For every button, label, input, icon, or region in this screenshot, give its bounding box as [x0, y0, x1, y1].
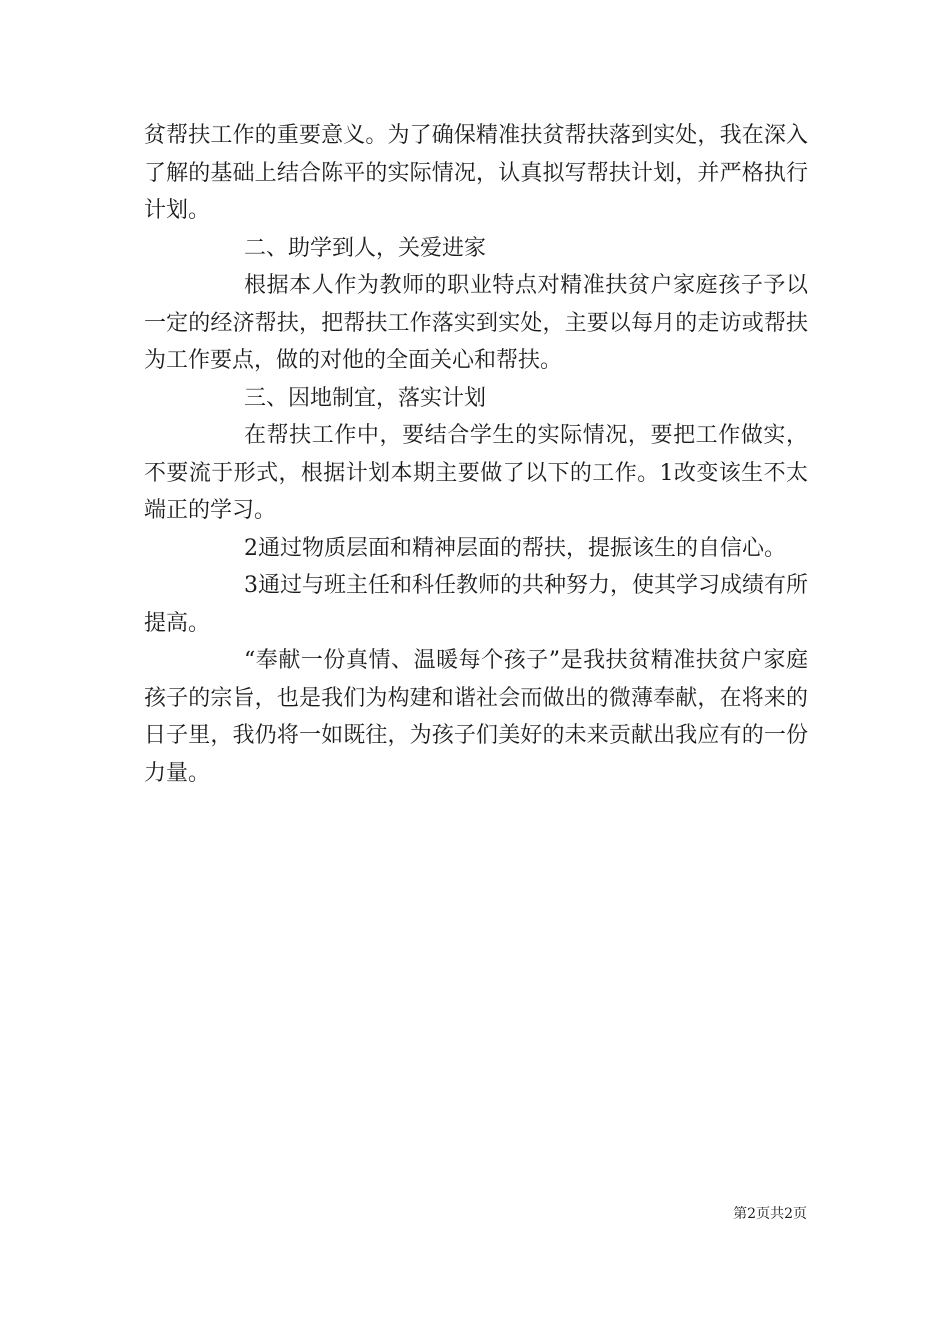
- paragraph-5: 在帮扶工作中，要结合学生的实际情况，要把工作做实，不要流于形式，根据计划本期主要做了以下的工作。1改变该生不太端正的学习。: [144, 423, 808, 523]
- paragraph-3: 根据本人作为教师的职业特点对精准扶贫户家庭孩子予以一定的经济帮扶，把帮扶工作落实到实处，主要以每月的走访或帮扶为工作要点，做的对他的全面关心和帮扶。: [144, 273, 808, 373]
- paragraph-6: 2通过物质层面和精神层面的帮扶，提振该生的自信心。: [244, 535, 786, 561]
- document-body: [144, 117, 808, 792]
- section-heading-3: 三、因地制宜，落实计划: [244, 385, 487, 411]
- paragraph-7: 3通过与班主任和科任教师的共种努力，使其学习成绩有所提高。: [144, 573, 808, 636]
- section-heading-2: 二、助学到人，关爱进家: [244, 235, 487, 261]
- paragraph-1: 贫帮扶工作的重要意义。为了确保精准扶贫帮扶落到实处，我在深入了解的基础上结合陈平的实际情况，认真拟写帮扶计划，并严格执行计划。: [144, 123, 808, 223]
- paragraph-8: “奉献一份真情、温暖每个孩子”是我扶贫精准扶贫户家庭孩子的宗旨，也是我们为构建和谐社会而做出的微薄奉献，在将来的日子里，我仍将一如既往，为孩子们美好的未来贡献出我应有的一份力量。: [144, 648, 808, 786]
- page-number-footer: 第2页共2页: [733, 1206, 807, 1222]
